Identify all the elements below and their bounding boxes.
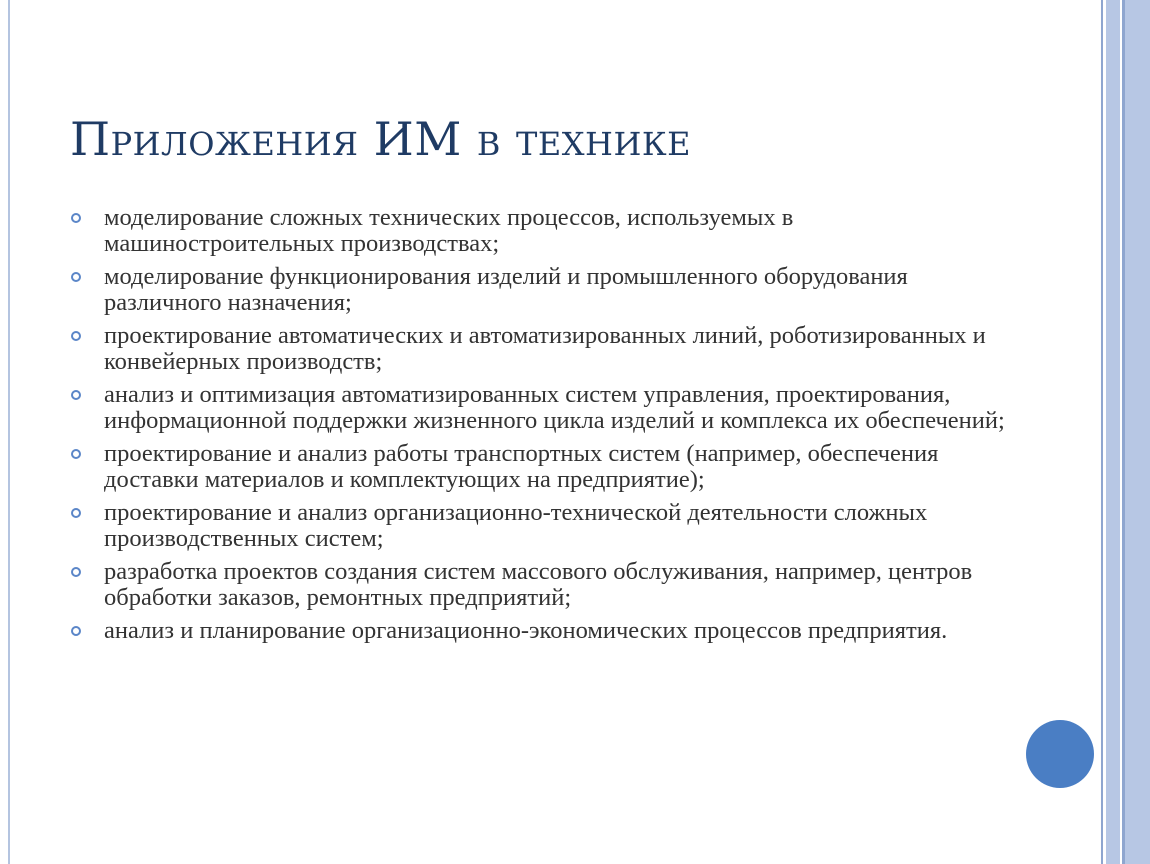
bullet-text: разработка проектов создания систем массового обслуживания, например, центров обработки заказов, ремонтных предприятий; xyxy=(104,558,973,611)
bullet-item xyxy=(70,618,1010,644)
bullet-circle-icon xyxy=(71,331,81,341)
bullet-text: проектирование автоматических и автоматизированных линий, роботизированных и конвейерных производств; xyxy=(104,322,986,375)
bullet-circle-icon xyxy=(71,449,81,459)
left-frame-line xyxy=(8,0,10,864)
bullet-item xyxy=(70,441,1010,493)
right-stripe-light xyxy=(1106,0,1120,864)
bullet-text: моделирование функционирования изделий и промышленного оборудования различного назначения; xyxy=(104,263,908,316)
bullet-text: проектирование и анализ организационно-технической деятельности сложных производственных систем; xyxy=(104,499,928,552)
bullet-circle-icon xyxy=(71,390,81,400)
bullet-list xyxy=(70,205,1010,651)
decorative-circle-icon xyxy=(1026,720,1094,788)
bullet-text: анализ и планирование организационно-экономических процессов предприятия. xyxy=(104,617,948,644)
bullet-item xyxy=(70,323,1010,375)
bullet-item xyxy=(70,205,1010,257)
bullet-item xyxy=(70,559,1010,611)
bullet-circle-icon xyxy=(71,626,81,636)
bullet-item xyxy=(70,264,1010,316)
bullet-item xyxy=(70,382,1010,434)
slide-title: Приложения ИМ в технике xyxy=(70,112,691,166)
right-stripe-wide xyxy=(1125,0,1150,864)
bullet-circle-icon xyxy=(71,272,81,282)
bullet-text: анализ и оптимизация автоматизированных систем управления, проектирования, информационной поддержки жизненного цикла изделий и комплекса их обеспечений; xyxy=(104,381,1005,434)
bullet-text: моделирование сложных технических процессов, используемых в машиностроительных производствах; xyxy=(104,204,794,257)
bullet-item xyxy=(70,500,1010,552)
bullet-circle-icon xyxy=(71,508,81,518)
bullet-text: проектирование и анализ работы транспортных систем (например, обеспечения доставки материалов и комплектующих на предприятие); xyxy=(104,440,939,493)
bullet-circle-icon xyxy=(71,213,81,223)
bullet-circle-icon xyxy=(71,567,81,577)
